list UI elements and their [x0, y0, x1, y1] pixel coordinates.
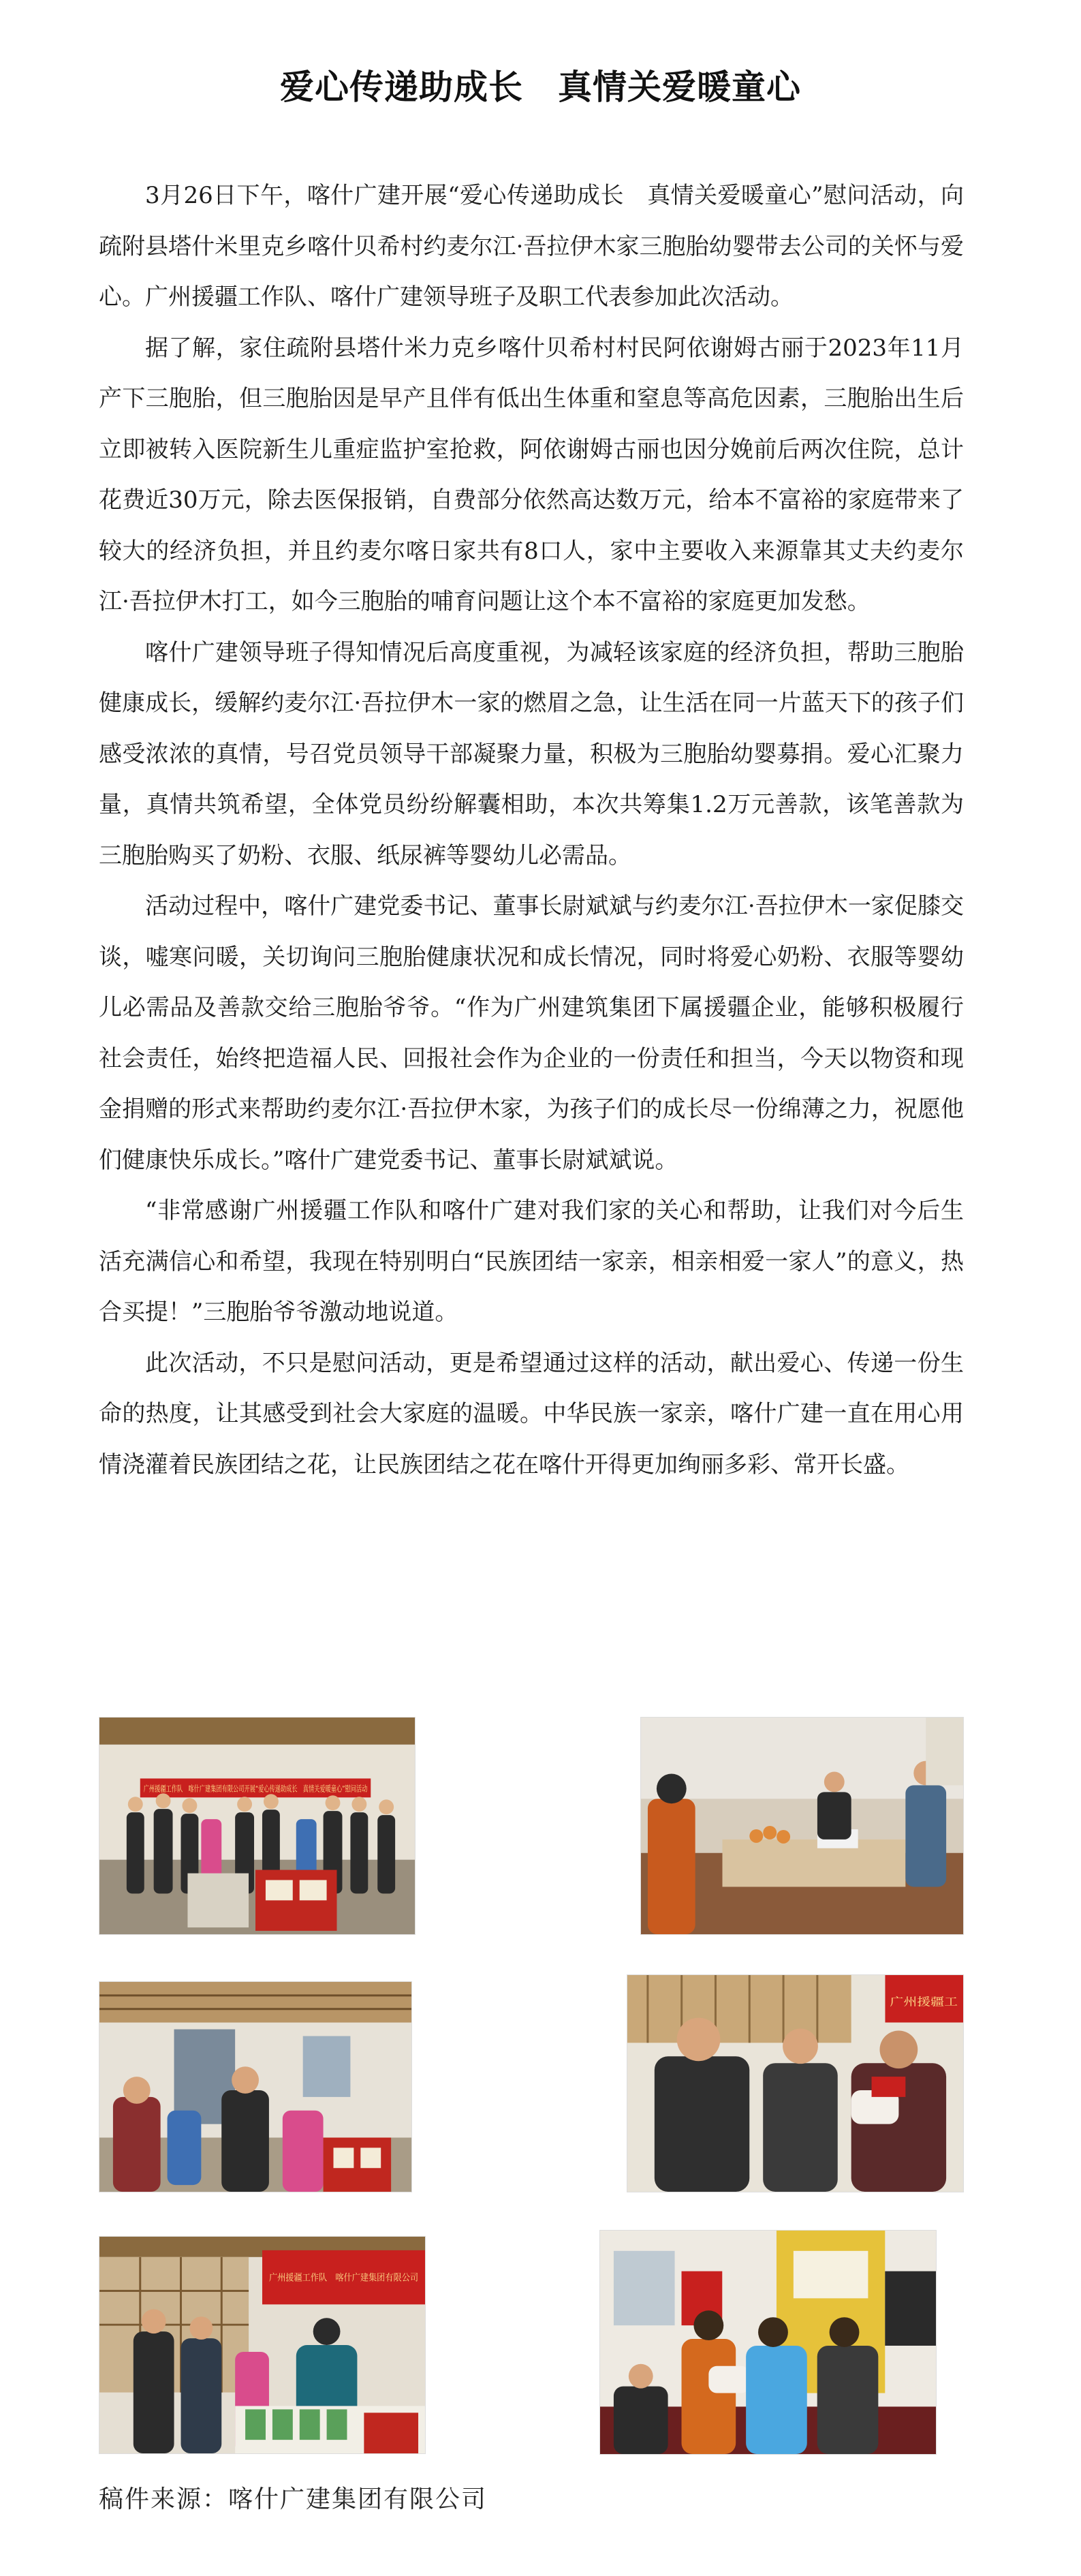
photo-women-baby-image	[600, 2231, 936, 2454]
photo-women-baby	[599, 2230, 937, 2455]
photo3-banner-text: 广州援疆工	[890, 1995, 958, 2008]
photo-group-banner-image	[99, 1718, 415, 1934]
paragraph: “非常感谢广州援疆工作队和喀什广建对我们家的关心和帮助，让我们对今后生活充满信心和希望，我现在特别明白“民族团结一家亲，相亲相爱一家人”的意义，热合买提！”三胞胎爷爷激动地说道。	[99, 1197, 964, 1326]
photo-holding-baby-image	[627, 1975, 963, 2192]
photo1-banner-text: 广州援疆工作队 喀什广建集团有限公司开展“爱心传递助成长 真情关爱暖童心”慰问活动	[143, 1784, 368, 1794]
photo-donation-supplies-image	[99, 2237, 425, 2453]
article-body	[99, 170, 964, 1490]
article-source: 稿件来源：喀什广建集团有限公司	[99, 2485, 488, 2513]
photo-donation-supplies	[99, 2236, 426, 2454]
photo-group-banner	[99, 1717, 416, 1935]
photo-indoor-table	[640, 1717, 964, 1935]
paragraph: 3月26日下午，喀什广建开展“爱心传递助成长 真情关爱暖童心”慰问活动，向疏附县塔什米里克乡喀什贝希村约麦尔江·吾拉伊木家三胞胎幼婴带去公司的关怀与爱心。广州援疆工作队、喀什广建领导班子及职工代表参加此次活动。	[99, 182, 964, 311]
photo-indoor-table-image	[641, 1718, 963, 1934]
paragraph: 喀什广建领导班子得知情况后高度重视，为减轻该家庭的经济负担，帮助三胞胎健康成长，缓解约麦尔江·吾拉伊木一家的燃眉之急，让生活在同一片蓝天下的孩子们感受浓浓的真情，号召党员领导干部凝聚力量，积极为三胞胎幼婴募捐。爱心汇聚力量，真情共筑希望，全体党员纷纷解囊相助，本次共筹集1.2万元善款，该笔善款为三胞胎购买了奶粉、衣服、纸尿裤等婴幼儿必需品。	[99, 638, 964, 869]
photo-courtyard-handover-image	[99, 1982, 411, 2192]
photo-courtyard-handover	[99, 1981, 412, 2192]
photo5-banner-text: 广州援疆工作队 喀什广建集团有限公司	[268, 2272, 419, 2284]
paragraph: 据了解，家住疏附县塔什米力克乡喀什贝希村村民阿依谢姆古丽于2023年11月产下三胞胎，但三胞胎因是早产且伴有低出生体重和窒息等高危因素，三胞胎出生后立即被转入医院新生儿重症监护室抢救，阿依谢姆古丽也因分娩前后两次住院，总计花费近30万元，除去医保报销，自费部分依然高达数万元，给本不富裕的家庭带来了较大的经济负担，并且约麦尔喀日家共有8口人，家中主要收入来源靠其丈夫约麦尔江·吾拉伊木打工，如今三胞胎的哺育问题让这个本不富裕的家庭更加发愁。	[99, 334, 964, 615]
paragraph: 活动过程中，喀什广建党委书记、董事长尉斌斌与约麦尔江·吾拉伊木一家促膝交谈，嘘寒问暖，关切询问三胞胎健康状况和成长情况，同时将爱心奶粉、衣服等婴幼儿必需品及善款交给三胞胎爷爷。“作为广州建筑集团下属援疆企业，能够积极履行社会责任，始终把造福人民、回报社会作为企业的一份责任和担当，今天以物资和现金捐赠的形式来帮助约麦尔江·吾拉伊木家，为孩子们的成长尽一份绵薄之力，祝愿他们健康快乐成长。”喀什广建党委书记、董事长尉斌斌说。	[99, 893, 964, 1174]
paragraph: 此次活动，不只是慰问活动，更是希望通过这样的活动，献出爱心、传递一份生命的热度，让其感受到社会大家庭的温暖。中华民族一家亲，喀什广建一直在用心用情浇灌着民族团结之花，让民族团结之花在喀什开得更加绚丽多彩、常开长盛。	[99, 1349, 964, 1478]
article-title: 爱心传递助成长 真情关爱暖童心	[280, 67, 801, 107]
photo-holding-baby	[627, 1974, 964, 2192]
